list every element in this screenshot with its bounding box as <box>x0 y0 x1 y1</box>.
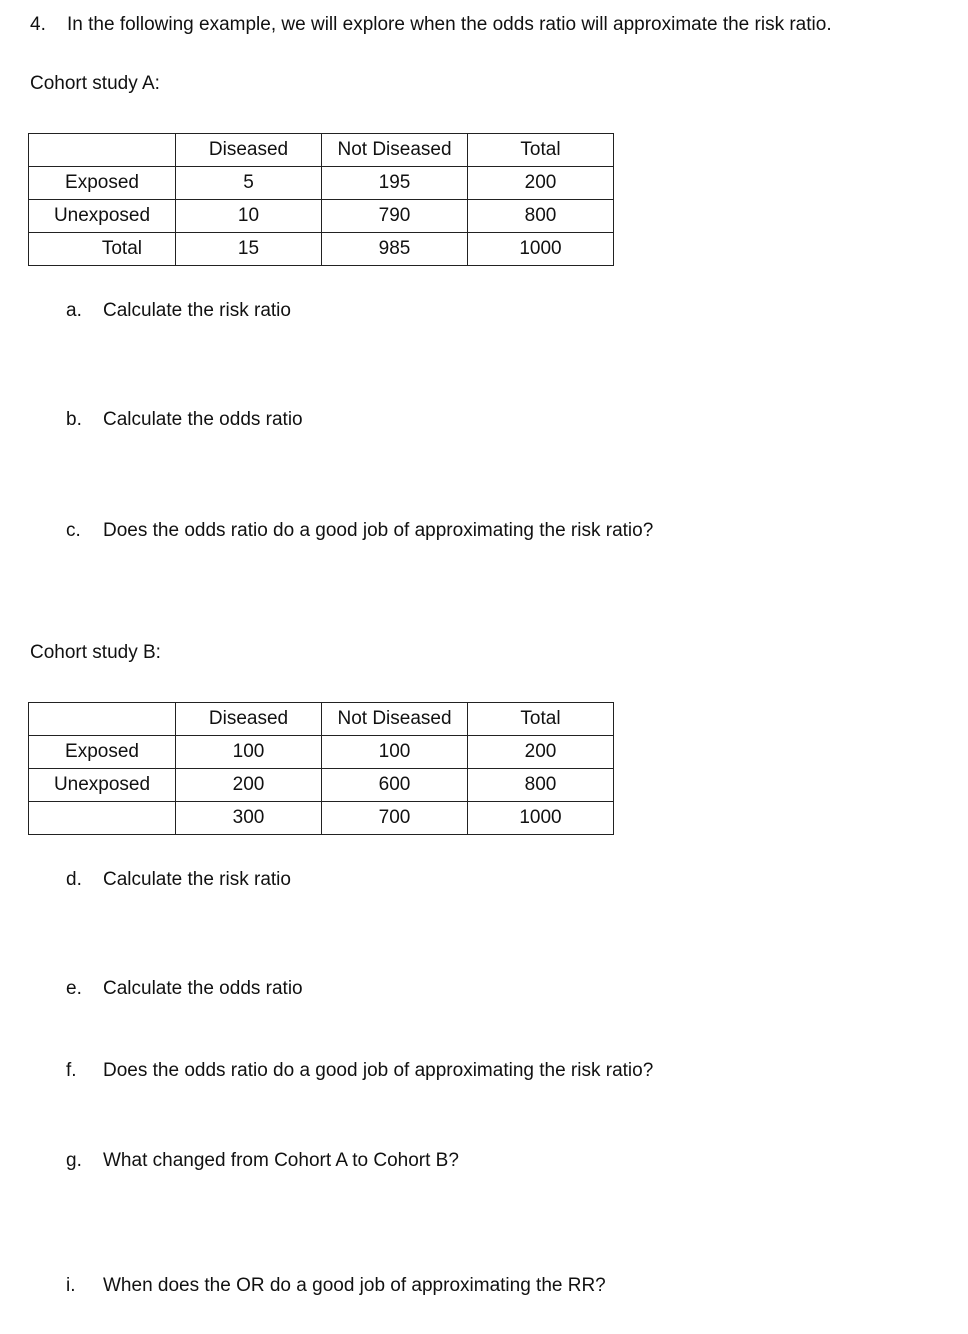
table-cell: 5 <box>176 167 322 200</box>
table-row <box>29 769 614 802</box>
item-d-letter: d. <box>66 869 82 890</box>
item-b-text: Calculate the odds ratio <box>103 409 303 430</box>
header-cell-not-diseased: Not Diseased <box>322 134 468 167</box>
row-label-unexposed: Unexposed <box>29 769 176 802</box>
table-cell: 10 <box>176 200 322 233</box>
item-a-text: Calculate the risk ratio <box>103 300 291 321</box>
row-label-exposed: Exposed <box>29 736 176 769</box>
table-cell: 985 <box>322 233 468 266</box>
table-row <box>29 736 614 769</box>
table-row <box>29 802 614 835</box>
header-cell-diseased: Diseased <box>176 703 322 736</box>
header-cell-empty <box>29 703 176 736</box>
item-d-text: Calculate the risk ratio <box>103 869 291 890</box>
item-a-letter: a. <box>66 300 82 321</box>
header-cell-not-diseased: Not Diseased <box>322 703 468 736</box>
table-cell: 800 <box>468 200 614 233</box>
row-label-unexposed: Unexposed <box>29 200 176 233</box>
cohort-b-table <box>28 702 614 835</box>
row-label-empty <box>29 802 176 835</box>
table-header-row <box>29 134 614 167</box>
row-label-total: Total <box>29 233 176 266</box>
table-row <box>29 233 614 266</box>
header-cell-diseased: Diseased <box>176 134 322 167</box>
item-c-text: Does the odds ratio do a good job of approximating the risk ratio? <box>103 520 654 541</box>
item-i-letter: i. <box>66 1275 76 1296</box>
table-cell: 300 <box>176 802 322 835</box>
item-i-text: When does the OR do a good job of approximating the RR? <box>103 1275 606 1296</box>
table-cell: 1000 <box>468 233 614 266</box>
table-cell: 800 <box>468 769 614 802</box>
table-cell: 200 <box>176 769 322 802</box>
item-g-text: What changed from Cohort A to Cohort B? <box>103 1150 459 1171</box>
item-f-text: Does the odds ratio do a good job of approximating the risk ratio? <box>103 1060 654 1081</box>
table-cell: 100 <box>322 736 468 769</box>
table-row <box>29 167 614 200</box>
item-f-letter: f. <box>66 1060 77 1081</box>
header-cell-total: Total <box>468 703 614 736</box>
cohort-a-table <box>28 133 614 266</box>
item-g-letter: g. <box>66 1150 82 1171</box>
table-cell: 600 <box>322 769 468 802</box>
table-row <box>29 200 614 233</box>
item-c-letter: c. <box>66 520 81 541</box>
table-cell: 200 <box>468 736 614 769</box>
table-cell: 15 <box>176 233 322 266</box>
table-cell: 700 <box>322 802 468 835</box>
table-cell: 790 <box>322 200 468 233</box>
item-e-text: Calculate the odds ratio <box>103 978 303 999</box>
table-cell: 195 <box>322 167 468 200</box>
table-cell: 100 <box>176 736 322 769</box>
question-text: In the following example, we will explore when the odds ratio will approximate the risk ratio. <box>67 14 832 35</box>
row-label-exposed: Exposed <box>29 167 176 200</box>
cohort-a-label: Cohort study A: <box>30 73 160 94</box>
item-b-letter: b. <box>66 409 82 430</box>
header-cell-total: Total <box>468 134 614 167</box>
table-cell: 1000 <box>468 802 614 835</box>
header-cell-empty <box>29 134 176 167</box>
cohort-b-label: Cohort study B: <box>30 642 161 663</box>
table-header-row <box>29 703 614 736</box>
question-number: 4. <box>30 14 46 35</box>
item-e-letter: e. <box>66 978 82 999</box>
table-cell: 200 <box>468 167 614 200</box>
